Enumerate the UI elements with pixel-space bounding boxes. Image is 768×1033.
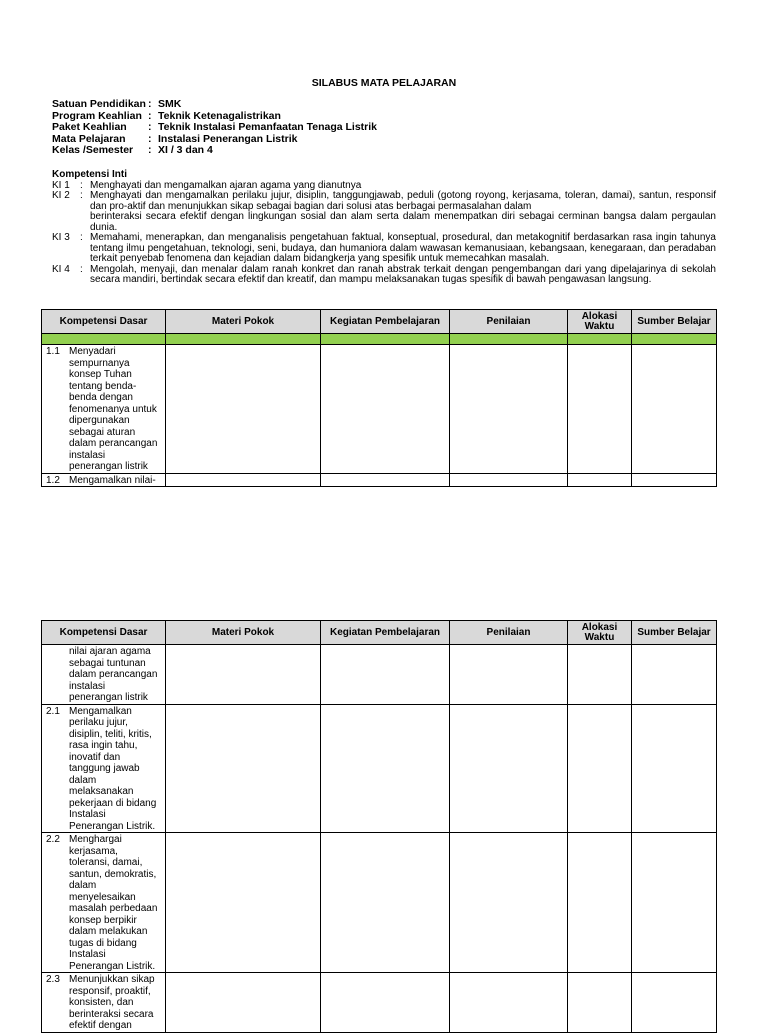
kd-text: nilai ajaran agama sebagai tuntunan dalam perancangan instalasi penerangan listrik — [69, 646, 158, 703]
col-kompetensi-dasar: Kompetensi Dasar — [42, 621, 166, 645]
meta-value: SMK — [158, 98, 182, 110]
kd-text: Menyadari sempurnanya konsep Tuhan tentang benda- benda dengan fenomenanya untuk dipergunakan sebagai aturan dalam perancangan instalasi penerangan listrik — [69, 346, 158, 472]
meta-label: Paket Keahlian — [52, 121, 127, 133]
meta-value: XI / 3 dan 4 — [158, 144, 213, 156]
ki-item: KI 2 : Menghayati dan mengamalkan perilaku jujur, disiplin, tanggungjawab, peduli (gotong royong, kerjasama, toleran, damai), santun, responsif dan pro-aktif dan menunjukkan sikap sebagai bagian dari solusi atas berbagai permasalahan dalam berinteraksi secara efektif dengan lingkungan sosial dan alam serta dalam menempatkan diri sebagai cerminan bangsa dalam pergaulan dunia. — [52, 190, 716, 233]
table-row — [42, 473, 717, 487]
ki-item: KI 4 : Mengolah, menyaji, dan menalar dalam ranah konkret dan ranah abstrak terkait dengan pengembangan dari yang dipelajarinya di sekolah secara mandiri, bertindak secara efektif dan kreatif, dan mampu melaksanakan tugas spesifik di bawah pengawasan langsung. — [52, 263, 716, 285]
table-header-row — [42, 621, 717, 645]
table-row — [42, 704, 717, 833]
col-kegiatan-pembelajaran: Kegiatan Pembelajaran — [321, 310, 450, 334]
meta-label: Mata Pelajaran — [52, 132, 126, 145]
identity-block — [52, 99, 377, 157]
kd-number: 2.3 — [46, 974, 60, 985]
meta-value: Teknik Instalasi Pemanfaatan Tenaga Listrik — [158, 121, 378, 133]
kd-number: 1.1 — [46, 346, 60, 357]
meta-label: Satuan Pendidikan — [52, 98, 146, 110]
ki-heading: Kompetensi Inti — [52, 169, 128, 180]
kd-text: Menghargai kerjasama, toleransi, damai, santun, demokratis, dalam menyelesaikan masalah perbedaan konsep berpikir dalam melakukan tugas di bidang Instalasi Penerangan Listrik. — [69, 834, 158, 972]
ki-text: Memahami, menerapkan, dan menganalisis pengetahuan faktual, konseptual, prosedural, dan metakognitif berdasarkan rasa ingin tahunya tentang ilmu pengetahuan, teknologi, seni, budaya, dan humaniora dalam wawasan kemanusiaan, kebangsaan, kenegaraan, dan peradaban terkait penyebab fenomena dan kejadian dalam bidangkerja yang spesifik untuk memecahkan masalah. — [90, 232, 716, 264]
kd-number: 2.2 — [46, 834, 60, 845]
page-title: SILABUS MATA PELAJARAN — [311, 77, 457, 89]
col-sumber-belajar: Sumber Belajar — [632, 621, 717, 645]
meta-row: Mata Pelajaran : Instalasi Penerangan Listrik — [52, 132, 298, 145]
meta-label: Kelas /Semester — [52, 144, 134, 156]
meta-row: Kelas /Semester : XI / 3 dan 4 — [52, 144, 213, 156]
meta-row: Paket Keahlian : Teknik Instalasi Pemanfaatan Tenaga Listrik — [52, 121, 378, 133]
table-header-row — [42, 310, 717, 334]
silabus-table-2 — [41, 620, 717, 1033]
ki-text: berinteraksi secara efektif dengan lingkungan sosial dan alam serta dalam menempatkan diri sebagai cerminan bangsa dalam pergaulan dunia. — [90, 211, 716, 233]
meta-value: Instalasi Penerangan Listrik — [158, 132, 298, 145]
ki-item: KI 3 : Memahami, menerapkan, dan menganalisis pengetahuan faktual, konseptual, prosedural, dan metakognitif berdasarkan rasa ingin tahunya tentang ilmu pengetahuan, teknologi, seni, budaya, dan humaniora dalam wawasan kemanusiaan, kebangsaan, kenegaraan, dan peradaban terkait penyebab fenomena dan kejadian dalam bidangkerja yang spesifik untuk memecahkan masalah. — [52, 232, 716, 264]
kd-text: Menunjukkan sikap responsif, proaktif, konsisten, dan berinteraksi secara efektif dengan — [69, 974, 155, 1031]
meta-row: Satuan Pendidikan : SMK — [52, 98, 182, 110]
kd-number: 2.1 — [46, 705, 60, 717]
col-alokasi-waktu: Alokasi Waktu — [568, 621, 632, 645]
ki-code: KI 1 — [52, 179, 70, 191]
kd-number: 1.2 — [46, 474, 60, 486]
kd-text: Mengamalkan perilaku jujur, disiplin, teliti, kritis, rasa ingin tahu, inovatif dan tanggung jawab dalam melaksanakan pekerjaan di bidang Instalasi Penerangan Listrik. — [69, 705, 157, 832]
kompetensi-inti-section — [52, 170, 716, 286]
col-materi-pokok: Materi Pokok — [166, 310, 321, 334]
col-kegiatan-pembelajaran: Kegiatan Pembelajaran — [321, 621, 450, 645]
meta-row: Program Keahlian : Teknik Ketenagalistrikan — [52, 109, 281, 122]
kd-text: Mengamalkan nilai- — [69, 474, 156, 486]
ki-text: Menghayati dan mengamalkan perilaku jujur, disiplin, tanggungjawab, peduli (gotong royong, kerjasama, toleran, damai), santun, responsif dan pro-aktif dan menunjukkan sikap sebagai bagian dari solusi atas berbagai permasalahan dalam — [90, 190, 716, 212]
ki-text: Mengolah, menyaji, dan menalar dalam ranah konkret dan ranah abstrak terkait dengan pengembangan dari yang dipelajarinya di sekolah secara mandiri, bertindak secara efektif dan kreatif, dan mampu melaksanakan tugas spesifik di bawah pengawasan langsung. — [90, 263, 716, 285]
col-materi-pokok: Materi Pokok — [166, 621, 321, 645]
meta-value: Teknik Ketenagalistrikan — [158, 109, 281, 122]
ki-code: KI 4 — [52, 263, 70, 275]
table-row — [42, 345, 717, 474]
table-row — [42, 833, 717, 973]
separator-row — [42, 334, 717, 345]
ki-item: KI 1 : Menghayati dan mengamalkan ajaran agama yang dianutnya — [52, 181, 716, 192]
ki-code: KI 3 — [52, 232, 70, 243]
col-kompetensi-dasar: Kompetensi Dasar — [42, 310, 166, 334]
table-row — [42, 645, 717, 705]
meta-label: Program Keahlian — [52, 109, 142, 122]
ki-code: KI 2 — [52, 190, 70, 201]
table-row — [42, 973, 717, 1033]
silabus-table-1 — [41, 309, 717, 487]
col-penilaian: Penilaian — [450, 621, 568, 645]
col-alokasi-waktu: Alokasi Waktu — [568, 310, 632, 334]
ki-text: Menghayati dan mengamalkan ajaran agama yang dianutnya — [90, 179, 362, 191]
col-penilaian: Penilaian — [450, 310, 568, 334]
col-sumber-belajar: Sumber Belajar — [632, 310, 717, 334]
